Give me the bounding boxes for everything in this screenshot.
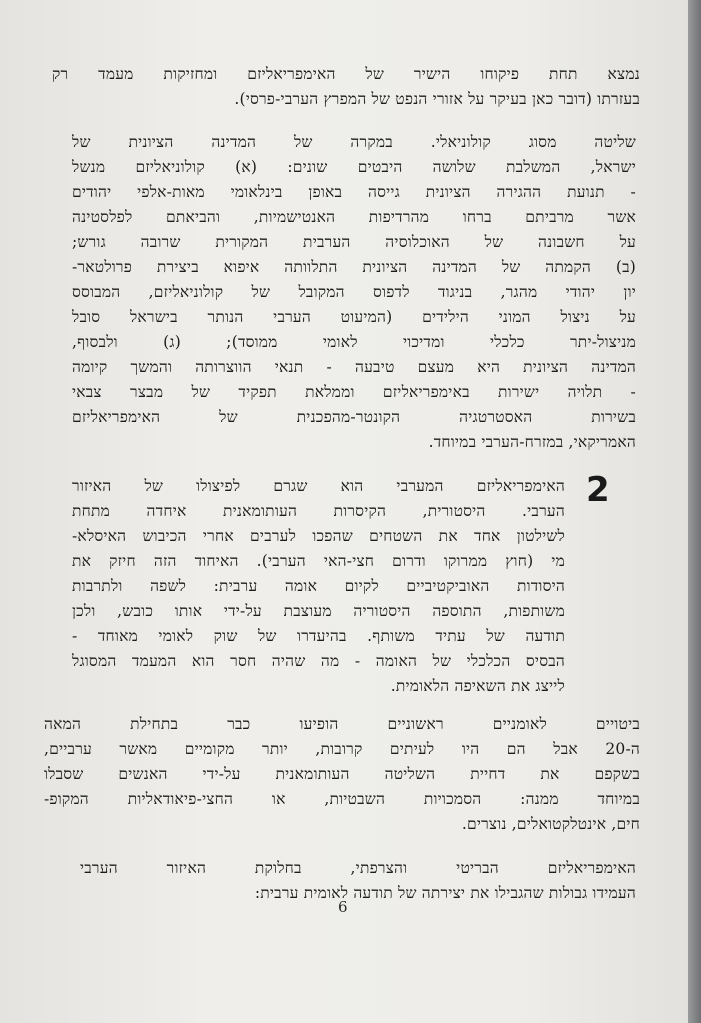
text-line: האימפריאליזם המערבי הוא שגרם לפיצולו של האיזור xyxy=(72,477,565,495)
text-line: במיוחד ממנה: הסמכויות השבטיות, או החצי-פיאודאליות המקופ- xyxy=(44,790,640,808)
text-line: לשילטון אחד את השטחים שהפכו לערבים אחרי הכיבוש האיסלא- xyxy=(72,527,565,545)
text-line: ה-20 אבל הם היו לעיתים קרובות, יותר מקומיים מאשר ערביים, xyxy=(44,740,640,758)
text-line: העמידו גבולות שהגבילו את יצירתה של תודעה לאומית ערבית: xyxy=(254,884,636,902)
text-line: - תנועת ההגירה הציונית גייסה באופן בינלאומי מאות-אלפי יהודים xyxy=(72,183,636,201)
page-number: 6 xyxy=(338,898,348,916)
paragraph-2 xyxy=(72,130,636,455)
text-line: על ניצול המוני הילידים (המיעוט הערבי הנותר בישראל סובל xyxy=(72,308,636,326)
text-line: לייצג את השאיפה הלאומית. xyxy=(390,677,565,695)
page-edge-shadow xyxy=(688,0,701,1023)
text-line: מניצול-יתר כלכלי ומדיכוי לאומי ממוסד); (ג) ולבסוף, xyxy=(72,333,636,351)
text-line: הבסיס הכלכלי של האומה - מה שהיה חסר הוא המעמד המסוגל xyxy=(72,652,565,670)
text-line: מי (חוץ ממרוקו ודרום חצי-האי הערבי). האיחוד הזה חיזק את xyxy=(72,552,565,570)
text-line: (ב) הקמתה של המדינה הציונית התלוותה איפוא ביצירת פרולטאר- xyxy=(72,258,636,276)
text-line: בעזרתו (דובר כאן בעיקר על אזורי הנפט של המפרץ הערבי-פרסי). xyxy=(234,90,640,108)
text-line: שליטה מסוג קולוניאלי. במקרה של המדינה הציונית של xyxy=(72,133,636,151)
paragraph-5 xyxy=(80,856,636,906)
text-line: בשירות האסטרטגיה הקונטר-מהפכנית של האימפריאליזם xyxy=(72,408,636,426)
text-line: האימפריאליזם הבריטי והצרפתי, בחלוקת האיזור הערבי xyxy=(80,859,636,877)
text-line: האמריקאי, במזרח-הערבי במיוחד. xyxy=(428,433,636,451)
text-line: תודעה של עתיד משותף. בהיעדרו של שוק לאומי מאוחד - xyxy=(72,627,565,645)
section-number: 2 xyxy=(586,470,610,510)
text-line: ישראל, המשלבת שלושה היבטים שונים: (א) קולוניאליזם מנשל xyxy=(72,158,636,176)
text-line: - תלויה ישירות באימפריאליזם וממלאת תפקיד של מבצר צבאי xyxy=(72,383,636,401)
text-line: על חשבונה של האוכלוסיה הערבית המקורית שרובה גורש; xyxy=(72,233,636,251)
paragraph-4 xyxy=(44,712,640,837)
text-line: המדינה הציונית היא מעצם טיבעה - תנאי הווצרותה והמשך קיומה xyxy=(72,358,636,376)
text-line: נמצא תחת פיקוחו הישיר של האימפריאליזם ומחזיקות מעמד רק xyxy=(52,65,640,83)
text-line: בשקפם את דחיית השליטה העותומאנית על-ידי האנשים שסבלו xyxy=(44,765,640,783)
paragraph-3 xyxy=(72,474,565,699)
text-line: משותפות, התוספה היסטוריה מעוצבת על-ידי אותו כובש, ולכן xyxy=(72,602,565,620)
text-line: ביטויים לאומניים ראשוניים הופיעו כבר בתחילת המאה xyxy=(44,715,640,733)
text-line: חים, אינטלקטואלים, נוצרים. xyxy=(461,815,640,833)
text-line: הערבי. היסטורית, הקיסרות העותומאנית איחדה מתחת xyxy=(72,502,565,520)
paragraph-1 xyxy=(52,62,640,112)
text-line: יון יהודי מהגר, בניגוד לדפוס המקובל של קולוניאליזם, המבוסס xyxy=(72,283,636,301)
text-line: אשר מרביתם ברחו מהרדיפות האנטישמיות, והביאתם לפלסטינה xyxy=(72,208,636,226)
text-line: היסודות האוביקטיביים לקיום אומה ערבית: לשפה ולתרבות xyxy=(72,577,565,595)
